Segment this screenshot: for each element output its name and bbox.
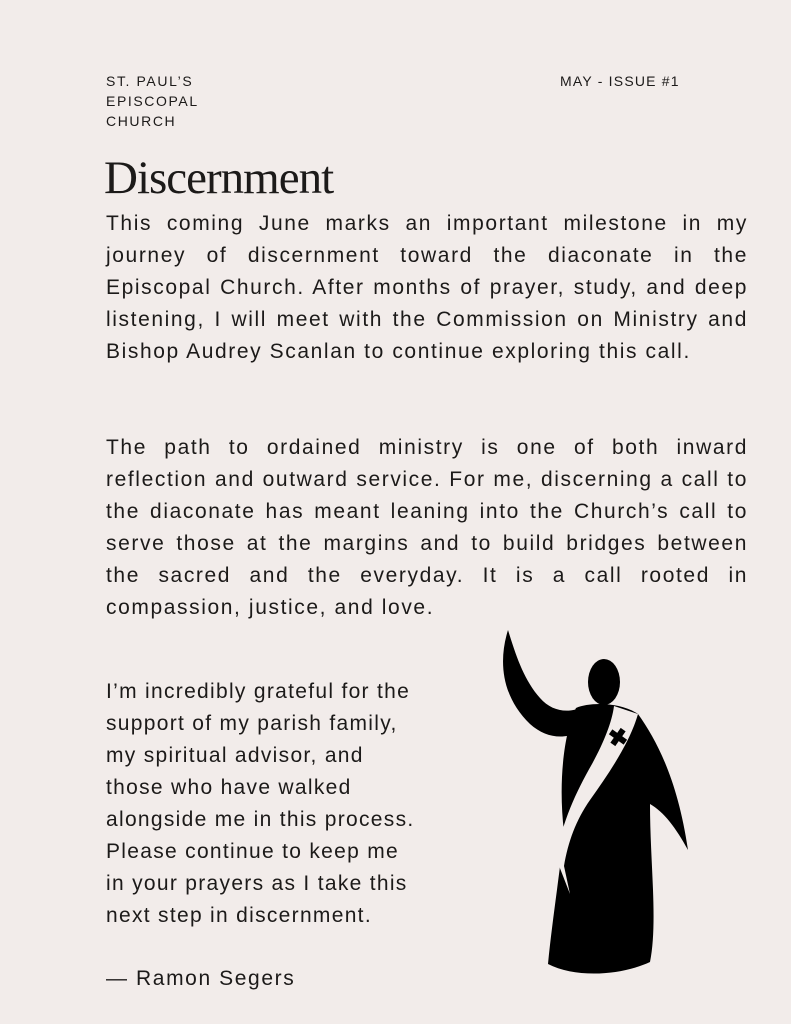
article-paragraph: This coming June marks an important milestone in my journey of discernment toward the diaconate in the Episcopal Church. After months of prayer, study, and deep listening, I will meet with the Commission on Ministry and Bishop Audrey Scanlan to continue exploring this call. — [106, 212, 748, 363]
church-name: ST. PAUL’S EPISCOPAL CHURCH — [106, 73, 199, 129]
deacon-with-stole-icon — [480, 622, 710, 982]
article-title: Discernment — [104, 152, 334, 204]
author-signature: — Ramon Segers — [106, 967, 296, 990]
article-paragraph: The path to ordained ministry is one of both inward reflection and outward service. For me, discerning a call to the diaconate has meant leaning into the Church’s call to serve those at the margins and to build bridges between the sacred and the everyday. It is a call rooted in compassion, justice, and love. — [106, 436, 748, 619]
issue-label: MAY - ISSUE #1 — [560, 73, 680, 89]
article-paragraph: I’m incredibly grateful for the support of my parish family, my spiritual advisor, and those who have walked alongside me in this process. Please continue to keep me in your prayers as I take this next step in discernment. — [106, 680, 415, 927]
